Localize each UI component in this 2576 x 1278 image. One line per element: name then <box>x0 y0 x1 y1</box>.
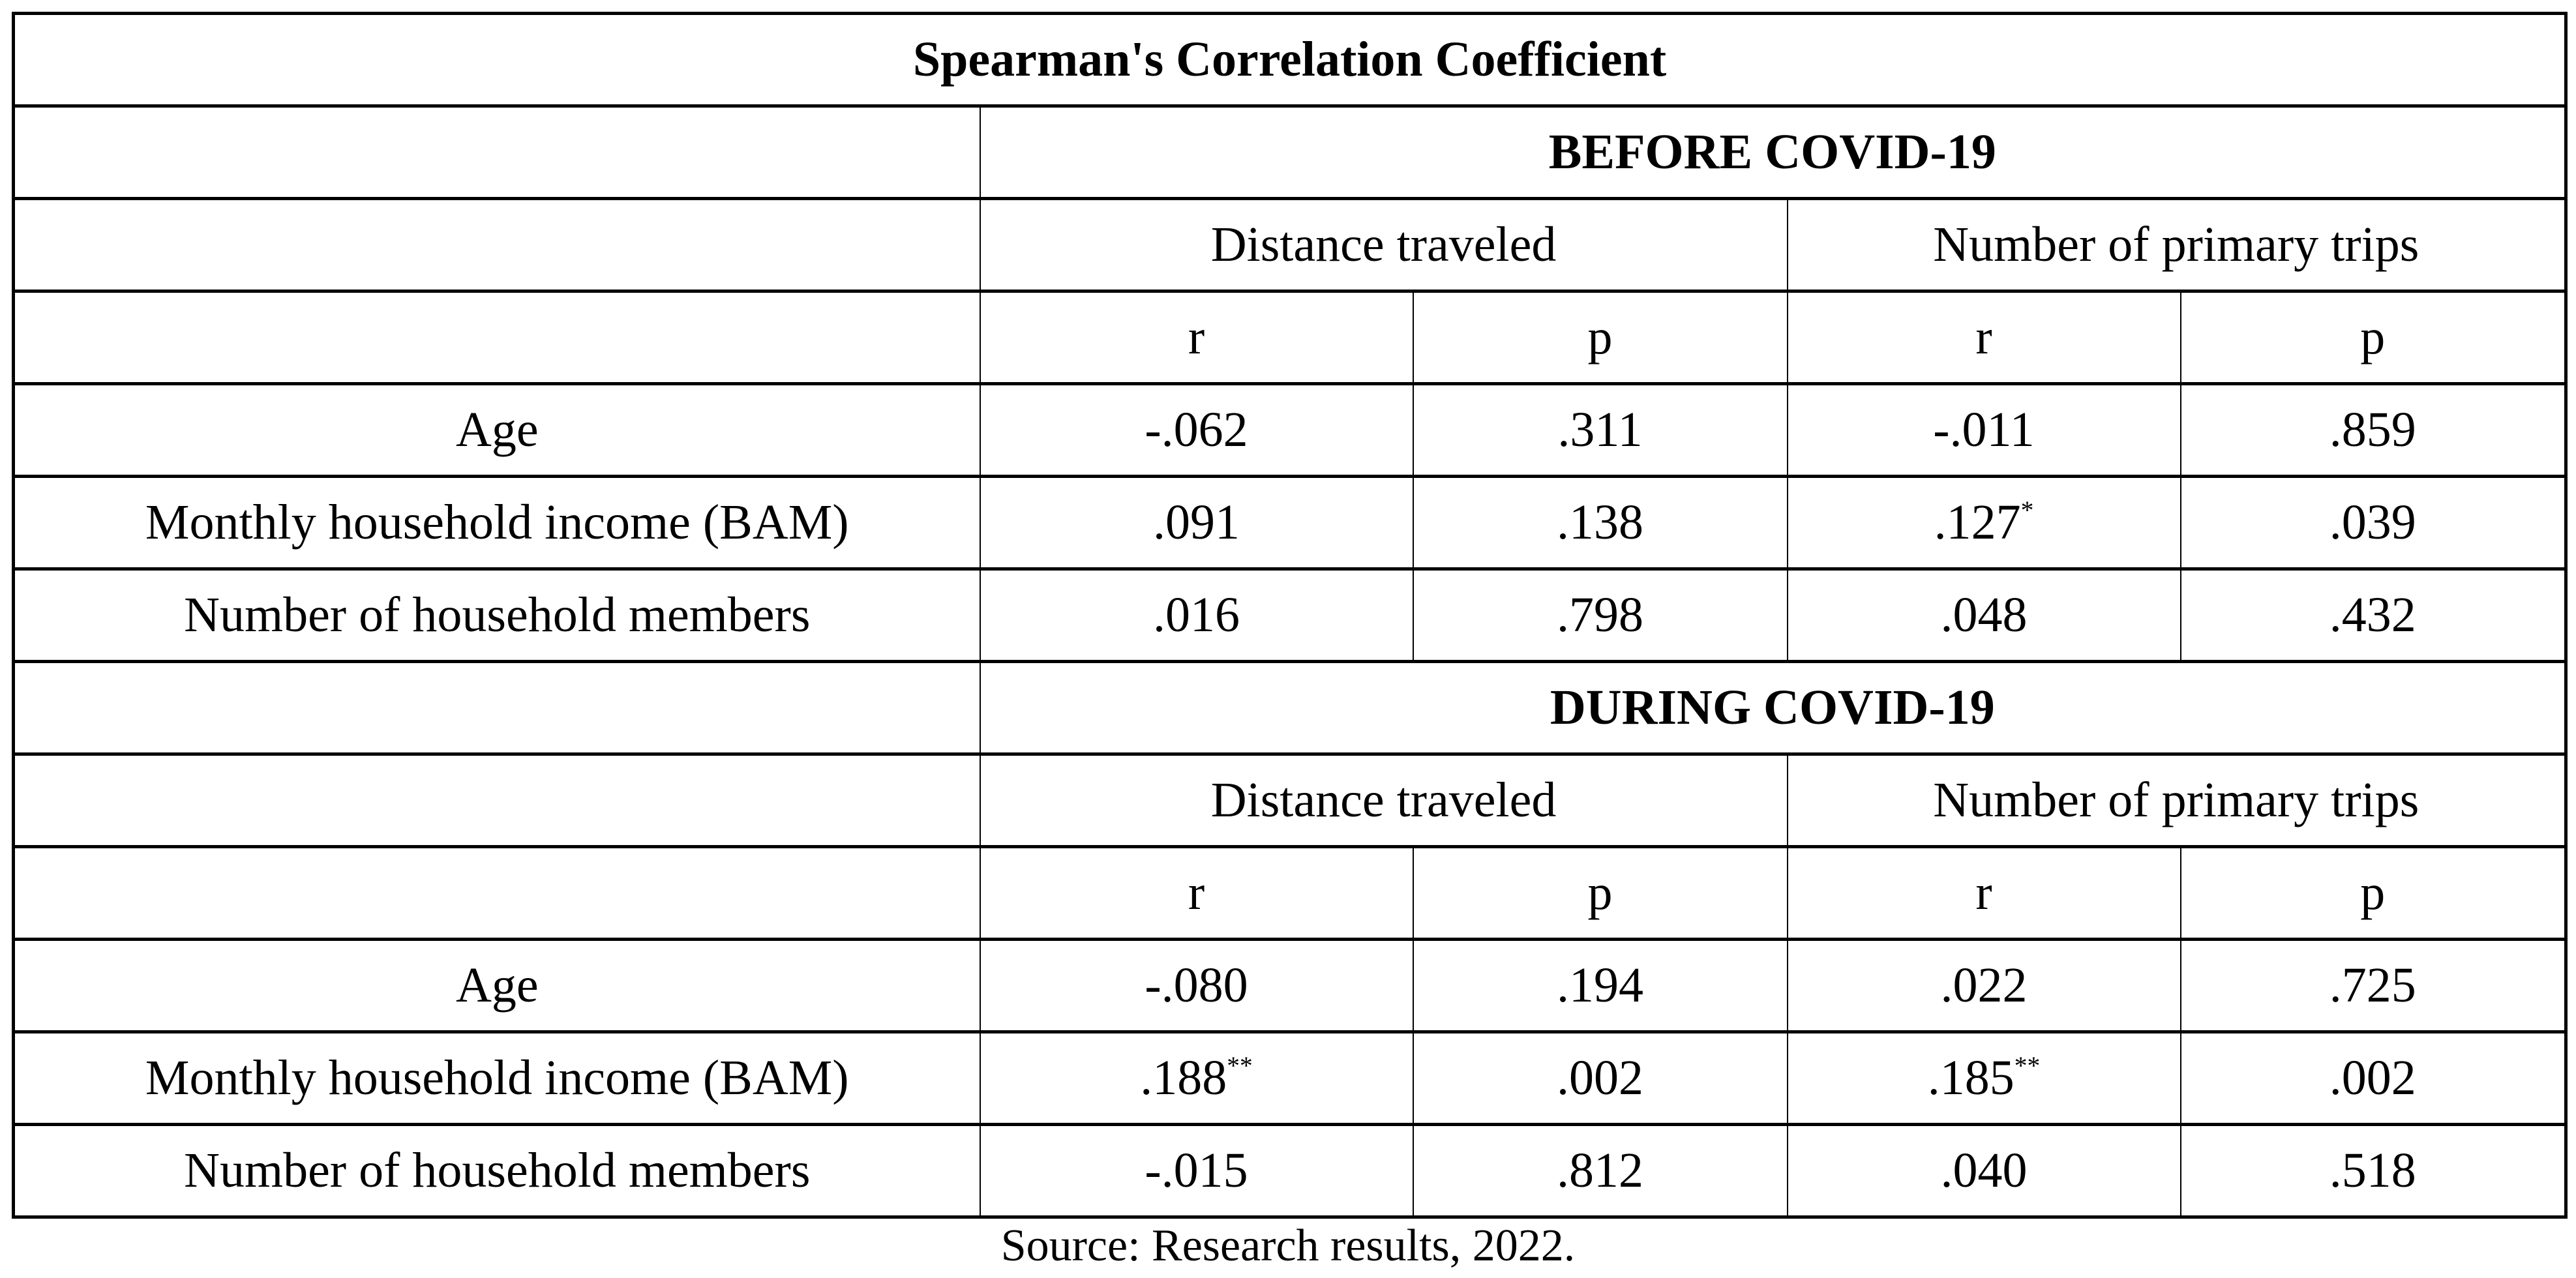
value-cell <box>2181 940 2566 1032</box>
value-text: .048 <box>1940 587 2028 642</box>
value-cell <box>2181 477 2566 569</box>
document-page <box>0 12 2576 1278</box>
group-header-distance-traveled: Distance traveled <box>980 199 1788 291</box>
stat-header-r: r <box>980 291 1413 384</box>
value-cell <box>2181 569 2566 662</box>
stat-header-p: p <box>2181 291 2566 384</box>
group-header-row <box>14 754 2566 847</box>
value-cell <box>1788 384 2181 477</box>
value-text: .432 <box>2329 587 2416 642</box>
empty-cell <box>14 199 980 291</box>
empty-cell <box>14 847 980 940</box>
stat-header-r: r <box>1788 291 2181 384</box>
row-label: Number of household members <box>14 569 980 662</box>
value-text: .040 <box>1940 1142 2028 1198</box>
source-note: Source: Research results, 2022. <box>1000 1221 1576 1271</box>
value-text: .194 <box>1557 957 1643 1013</box>
section-header-during: DURING COVID-19 <box>980 662 2566 754</box>
table-row <box>14 384 2566 477</box>
group-header-primary-trips: Number of primary trips <box>1788 754 2566 847</box>
value-text: .859 <box>2329 402 2416 457</box>
value-cell <box>980 384 1413 477</box>
row-label: Age <box>14 940 980 1032</box>
value-text: .002 <box>1557 1050 1643 1105</box>
stat-header-r: r <box>1788 847 2181 940</box>
stat-header-p: p <box>2181 847 2566 940</box>
empty-cell <box>14 754 980 847</box>
value-text: .185 <box>1927 1050 2014 1105</box>
value-text: -.062 <box>1145 402 1248 457</box>
period-row <box>14 662 2566 754</box>
stat-header-row <box>14 291 2566 384</box>
table-title: Spearman's Correlation Coefficient <box>14 14 2566 106</box>
row-label: Monthly household income (BAM) <box>14 1032 980 1125</box>
value-text: .039 <box>2329 494 2416 550</box>
value-cell <box>1413 940 1788 1032</box>
value-text: .798 <box>1557 587 1643 642</box>
value-text: .002 <box>2329 1050 2416 1105</box>
stat-header-row <box>14 847 2566 940</box>
value-cell <box>2181 1032 2566 1125</box>
value-cell <box>1788 940 2181 1032</box>
spearman-correlation-table <box>12 12 2568 1219</box>
stat-header-p: p <box>1413 847 1788 940</box>
value-cell <box>980 1125 1413 1217</box>
value-text: .812 <box>1557 1142 1643 1198</box>
section-header-before: BEFORE COVID-19 <box>980 106 2566 199</box>
row-label: Monthly household income (BAM) <box>14 477 980 569</box>
significance-asterisk: ** <box>1227 1050 1253 1080</box>
value-text: -.011 <box>1933 402 2035 457</box>
stat-header-r: r <box>980 847 1413 940</box>
value-text: .127 <box>1934 494 2021 550</box>
value-cell <box>1413 477 1788 569</box>
table-row <box>14 569 2566 662</box>
value-text: .091 <box>1153 494 1240 550</box>
value-cell <box>2181 1125 2566 1217</box>
table-row <box>14 477 2566 569</box>
value-cell <box>1413 569 1788 662</box>
value-cell <box>1413 384 1788 477</box>
empty-cell <box>14 291 980 384</box>
group-header-row <box>14 199 2566 291</box>
row-label: Age <box>14 384 980 477</box>
value-cell <box>980 940 1413 1032</box>
value-cell <box>980 1032 1413 1125</box>
value-cell <box>1413 1125 1788 1217</box>
value-cell <box>980 477 1413 569</box>
value-cell <box>980 569 1413 662</box>
stat-header-p: p <box>1413 291 1788 384</box>
table-row <box>14 1032 2566 1125</box>
value-cell <box>2181 384 2566 477</box>
value-cell <box>1788 1125 2181 1217</box>
group-header-primary-trips: Number of primary trips <box>1788 199 2566 291</box>
row-label: Number of household members <box>14 1125 980 1217</box>
group-header-distance-traveled: Distance traveled <box>980 754 1788 847</box>
table-row <box>14 940 2566 1032</box>
value-text: .022 <box>1940 957 2028 1013</box>
value-cell <box>1788 569 2181 662</box>
value-cell <box>1413 1032 1788 1125</box>
empty-cell <box>14 662 980 754</box>
significance-asterisk: * <box>2020 495 2034 524</box>
value-cell <box>1788 477 2181 569</box>
value-text: -.015 <box>1145 1142 1248 1198</box>
empty-cell <box>14 106 980 199</box>
period-row <box>14 106 2566 199</box>
value-text: .518 <box>2329 1142 2416 1198</box>
significance-asterisk: ** <box>2014 1050 2041 1080</box>
value-text: .311 <box>1557 402 1643 457</box>
value-text: .138 <box>1557 494 1643 550</box>
table-row <box>14 1125 2566 1217</box>
value-text: -.080 <box>1145 957 1248 1013</box>
value-cell <box>1788 1032 2181 1125</box>
title-row <box>14 14 2566 106</box>
value-text: .725 <box>2329 957 2416 1013</box>
value-text: .016 <box>1153 587 1240 642</box>
value-text: .188 <box>1140 1050 1227 1105</box>
